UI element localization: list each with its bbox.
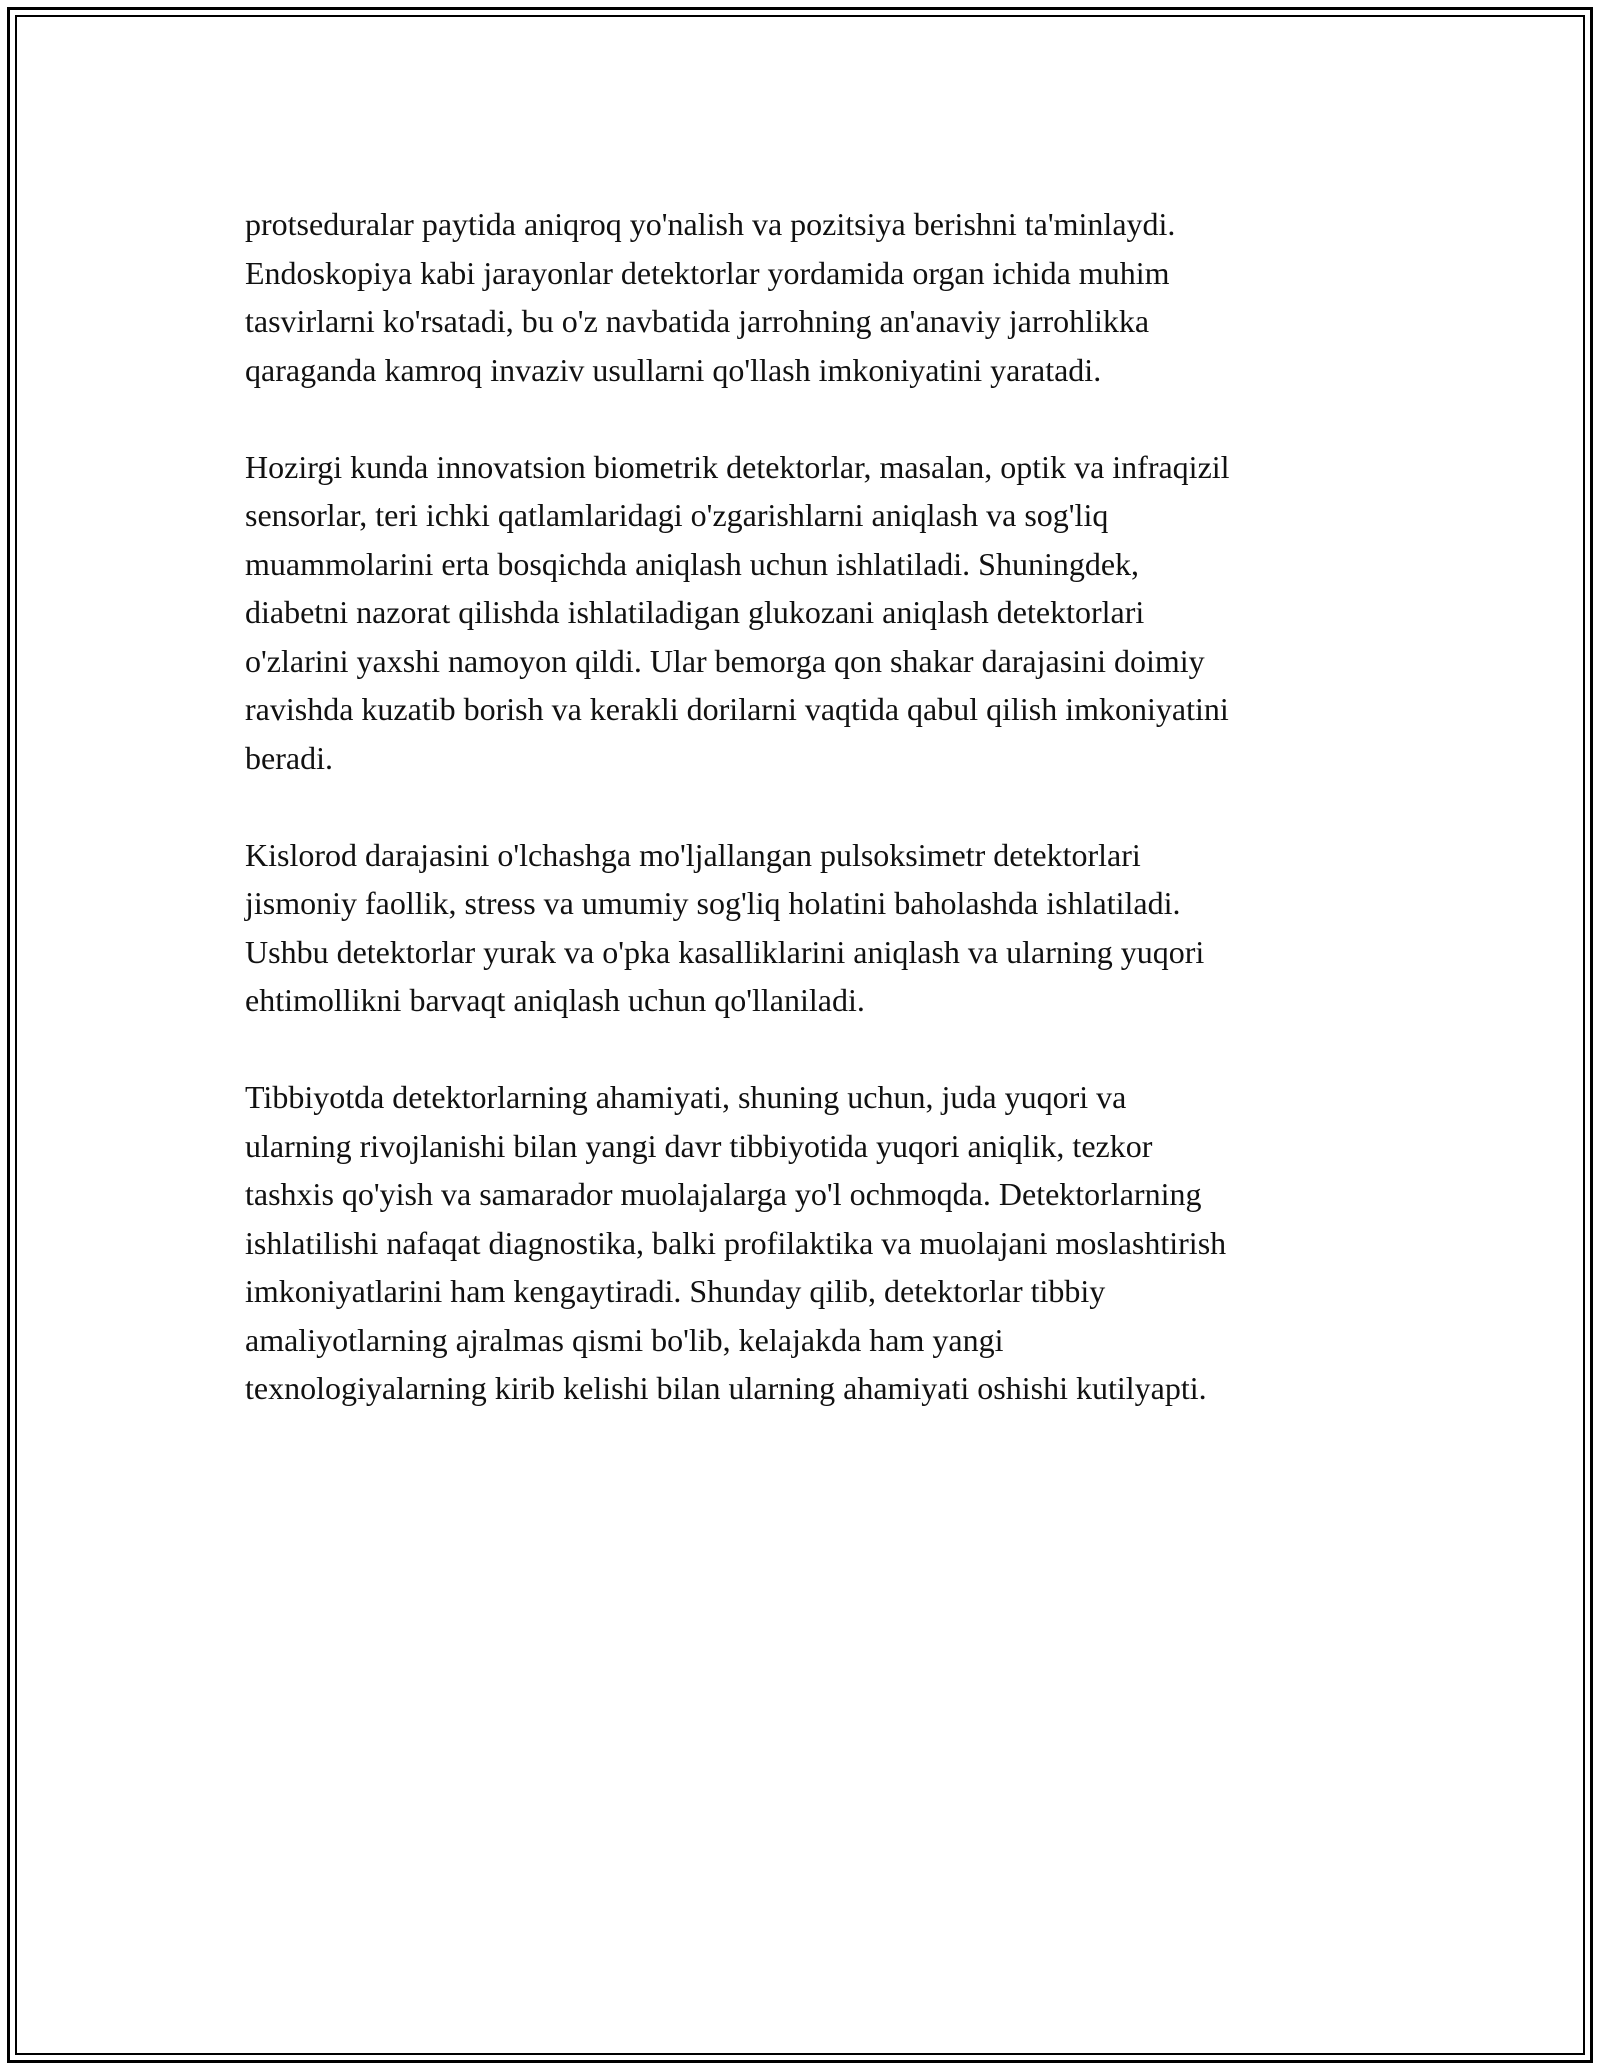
document-body [245, 200, 1385, 1461]
paragraph-line: tashxis qo'yish va samarador muolajalarga yo'l ochmoqda. Detektorlarning [245, 1176, 1202, 1212]
paragraph-line: texnologiyalarning kirib kelishi bilan ularning ahamiyati oshishi kutilyapti. [245, 1370, 1207, 1406]
paragraph-line: o'zlarini yaxshi namoyon qildi. Ular bemorga qon shakar darajasini doimiy [245, 642, 1205, 679]
paragraph-3 [245, 831, 1385, 1025]
paragraph-line: ehtimollikni barvaqt aniqlash uchun qo'llaniladi. [245, 982, 865, 1018]
paragraph-line: imkoniyatlarini ham kengaytiradi. Shunday qilib, detektorlar tibbiy [245, 1273, 1106, 1309]
paragraph-line: Hozirgi kunda innovatsion biometrik detektorlar, masalan, optik va infraqizil [245, 448, 1230, 485]
paragraph-1 [245, 200, 1385, 394]
paragraph-line: ularning rivojlanishi bilan yangi davr tibbiyotida yuqori aniqlik, tezkor [245, 1127, 1153, 1164]
paragraph-line: sensorlar, teri ichki qatlamlaridagi o'zgarishlarni aniqlash va sog'liq [245, 497, 1109, 533]
paragraph-line: Ushbu detektorlar yurak va o'pka kasalliklarini aniqlash va ularning yuqori [245, 933, 1205, 970]
paragraph-line: ravishda kuzatib borish va kerakli dorilarni vaqtida qabul qilish imkoniyatini [245, 691, 1229, 727]
paragraph-line: Kislorod darajasini o'lchashga mo'ljallangan pulsoksimetr detektorlari [245, 836, 1141, 873]
paragraph-line: Endoskopiya kabi jarayonlar detektorlar yordamida organ ichida muhim [245, 254, 1170, 291]
paragraph-line: jismoniy faollik, stress va umumiy sog'liq holatini baholashda ishlatiladi. [245, 885, 1181, 921]
paragraph-line: amaliyotlarning ajralmas qismi bo'lib, kelajakda ham yangi [245, 1321, 1004, 1358]
paragraph-line: beradi. [245, 739, 333, 776]
page-frame [7, 7, 1593, 2063]
paragraph-line: Tibbiyotda detektorlarning ahamiyati, shuning uchun, juda yuqori va [245, 1079, 1127, 1115]
paragraph-line: qaraganda kamroq invaziv usullarni qo'llash imkoniyatini yaratadi. [245, 351, 1102, 388]
paragraph-4 [245, 1073, 1385, 1413]
paragraph-line: muammolarini erta bosqichda aniqlash uchun ishlatiladi. Shuningdek, [245, 545, 1140, 582]
paragraph-2 [245, 443, 1385, 783]
paragraph-line: diabetni nazorat qilishda ishlatiladigan glukozani aniqlash detektorlari [245, 594, 1145, 630]
paragraph-line: ishlatilishi nafaqat diagnostika, balki profilaktika va muolajani moslashtirish [245, 1224, 1227, 1261]
paragraph-line: tasvirlarni ko'rsatadi, bu o'z navbatida jarrohning an'anaviy jarrohlikka [245, 303, 1150, 339]
paragraph-line: protseduralar paytida aniqroq yo'nalish va pozitsiya berishni ta'minlaydi. [245, 206, 1176, 242]
